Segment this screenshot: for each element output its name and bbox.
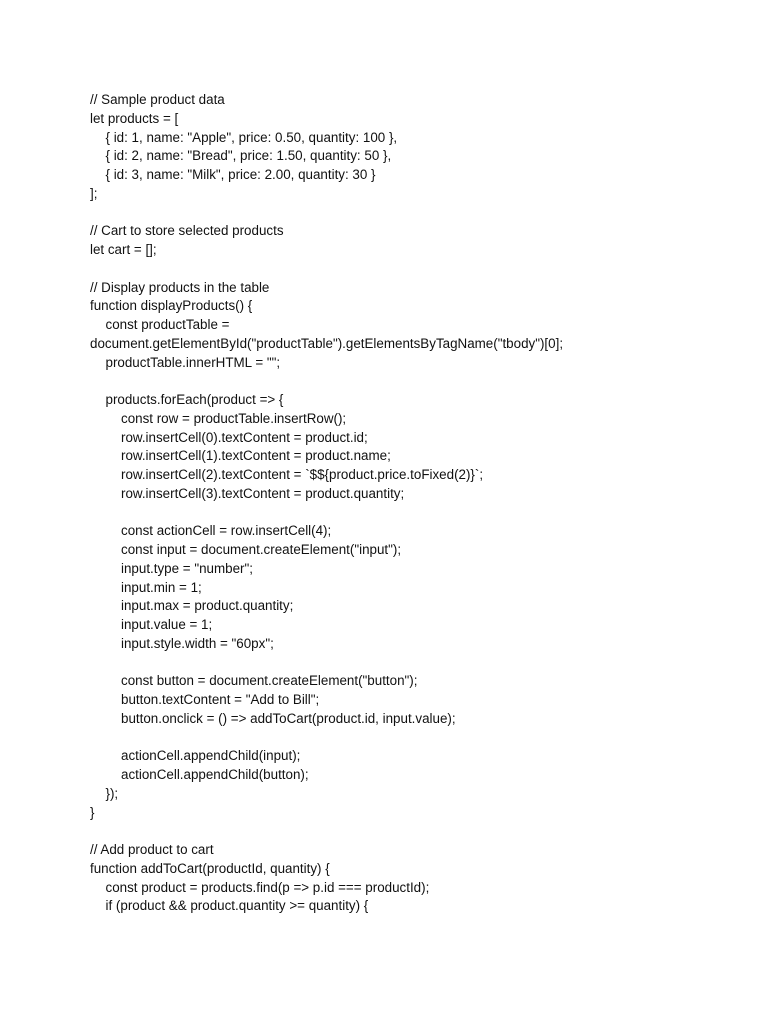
code-line: ]; <box>90 185 98 201</box>
blank-line <box>90 654 730 673</box>
blank-line <box>90 372 730 391</box>
code-line: let cart = []; <box>90 242 157 257</box>
document-body <box>90 91 730 916</box>
code-line: actionCell.appendChild(button); <box>121 767 309 782</box>
code-line: productTable.innerHTML = ""; <box>105 354 281 370</box>
blank-line <box>90 260 730 279</box>
code-line: input.value = 1; <box>121 617 213 632</box>
code-line: function displayProducts() { <box>90 298 253 314</box>
code-line: products.forEach(product => { <box>105 392 284 407</box>
code-line: // Cart to store selected products <box>90 223 284 239</box>
code-line: }); <box>105 785 119 801</box>
code-line: { id: 3, name: "Milk", price: 2.00, quantity: 30 } <box>105 167 376 182</box>
code-line: const button = document.createElement("button"); <box>121 673 418 689</box>
code-line: row.insertCell(0).textContent = product.id; <box>121 429 368 445</box>
code-line: row.insertCell(3).textContent = product.quantity; <box>121 485 405 501</box>
blank-line <box>90 504 730 523</box>
code-line: actionCell.appendChild(input); <box>121 748 301 764</box>
code-line: // Add product to cart <box>90 842 214 857</box>
code-line: { id: 1, name: "Apple", price: 0.50, quantity: 100 }, <box>105 129 398 145</box>
code-line: } <box>90 804 95 820</box>
code-line: row.insertCell(1).textContent = product.name; <box>121 448 391 464</box>
code-line: if (product && product.quantity >= quantity) { <box>105 898 369 914</box>
code-line: button.textContent = "Add to Bill"; <box>121 692 320 707</box>
code-line: // Display products in the table <box>90 279 270 295</box>
code-line: function addToCart(productId, quantity) { <box>90 860 330 876</box>
code-line: button.onclick = () => addToCart(product.id, input.value); <box>121 710 456 726</box>
code-line: // Sample product data <box>90 92 225 107</box>
code-line: { id: 2, name: "Bread", price: 1.50, quantity: 50 }, <box>105 148 392 164</box>
code-line: input.type = "number"; <box>121 560 253 576</box>
blank-line <box>90 204 730 223</box>
code-line: const product = products.find(p => p.id === productId); <box>105 879 430 895</box>
code-line: let products = [ <box>90 110 179 126</box>
code-line: document.getElementById("productTable").getElementsByTagName("tbody")[0]; <box>90 335 564 351</box>
blank-line <box>90 729 730 748</box>
code-line: const row = productTable.insertRow(); <box>121 410 347 426</box>
code-line: const actionCell = row.insertCell(4); <box>121 523 332 539</box>
code-line: row.insertCell(2).textContent = `$${product.price.toFixed(2)}`; <box>121 467 484 482</box>
code-line: const input = document.createElement("input"); <box>121 542 402 557</box>
code-line: const productTable = <box>105 317 230 332</box>
blank-line <box>90 822 730 841</box>
code-line: input.style.width = "60px"; <box>121 635 274 651</box>
code-line: input.min = 1; <box>121 579 202 595</box>
code-line: input.max = product.quantity; <box>121 598 294 614</box>
